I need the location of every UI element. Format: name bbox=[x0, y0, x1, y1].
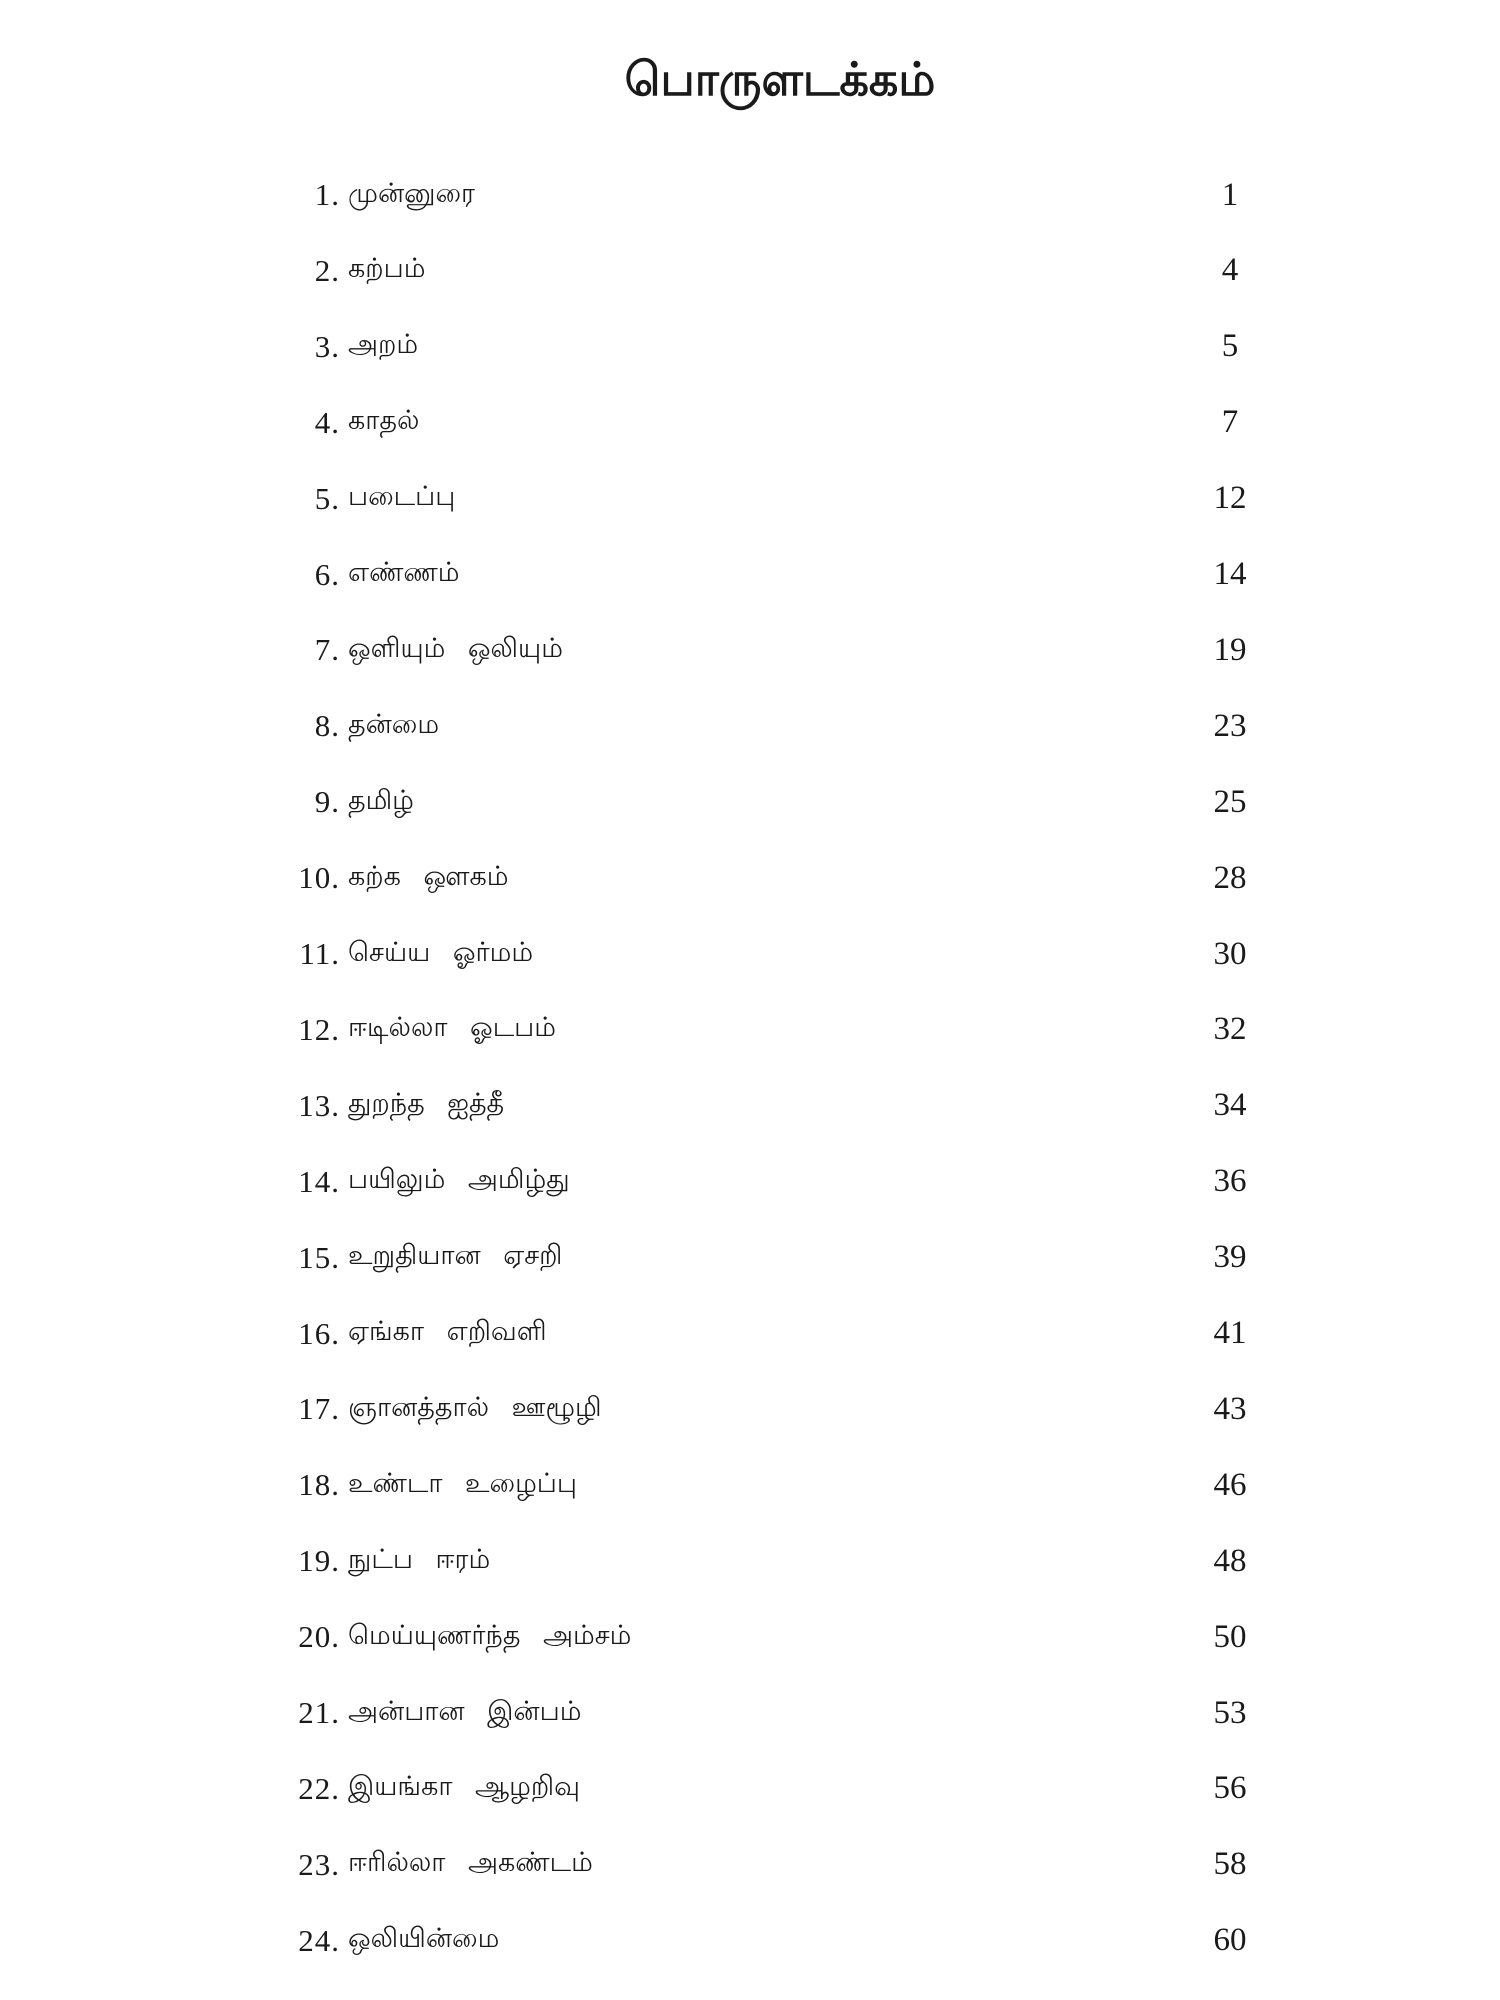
entry-title: கற்க ஔகம் bbox=[348, 860, 509, 892]
toc-entry bbox=[0, 924, 1500, 984]
entry-page-number: 41 bbox=[1213, 1315, 1247, 1351]
entry-number: 6. bbox=[314, 556, 340, 592]
toc-entry bbox=[0, 848, 1500, 908]
entry-title: உண்டா உழைப்பு bbox=[348, 1467, 577, 1499]
toc-entry bbox=[0, 545, 1500, 605]
entry-title: காதல் bbox=[348, 405, 420, 437]
entry-number: 22. bbox=[298, 1770, 340, 1806]
entry-page-number: 12 bbox=[1213, 480, 1247, 517]
entry-title: மெய்யுணர்ந்த அம்சம் bbox=[348, 1619, 632, 1651]
toc-entry bbox=[0, 1379, 1500, 1439]
entry-title: ஏங்கா எறிவளி bbox=[348, 1316, 547, 1347]
toc-entry bbox=[0, 165, 1500, 225]
entry-page-number: 1 bbox=[1221, 176, 1239, 213]
entry-title: செய்ய ஓர்மம் bbox=[348, 936, 534, 968]
entry-number: 5. bbox=[314, 480, 340, 516]
toc-entry bbox=[0, 772, 1500, 832]
entry-number: 4. bbox=[314, 404, 340, 440]
entry-page-number: 48 bbox=[1213, 1542, 1247, 1579]
entry-title: நுட்ப ஈரம் bbox=[348, 1543, 491, 1575]
toc-entry bbox=[0, 1759, 1500, 1819]
toc-entry bbox=[0, 1835, 1500, 1895]
entry-number: 13. bbox=[298, 1087, 340, 1123]
entry-title: அறம் bbox=[348, 329, 419, 361]
toc-entry bbox=[0, 1683, 1500, 1743]
entry-number: 15. bbox=[298, 1239, 340, 1275]
entry-number: 17. bbox=[298, 1391, 340, 1427]
entry-page-number: 14 bbox=[1213, 556, 1247, 592]
entry-page-number: 30 bbox=[1213, 935, 1247, 972]
toc-entry bbox=[0, 1455, 1500, 1515]
entry-page-number: 39 bbox=[1213, 1239, 1247, 1276]
toc-entry bbox=[0, 393, 1500, 453]
entry-page-number: 4 bbox=[1221, 252, 1239, 289]
toc-entry bbox=[0, 1911, 1500, 1971]
entry-number: 9. bbox=[314, 784, 340, 820]
entry-number: 2. bbox=[314, 252, 340, 288]
entry-title: துறந்த ஐத்தீ bbox=[348, 1088, 505, 1120]
entry-page-number: 19 bbox=[1213, 631, 1247, 668]
entry-title: ஒலியின்மை bbox=[348, 1923, 500, 1955]
entry-number: 8. bbox=[314, 708, 340, 744]
entry-number: 11. bbox=[299, 936, 340, 971]
entry-title: ஞானத்தால் ஊழூழி bbox=[348, 1391, 602, 1423]
entry-number: 18. bbox=[298, 1467, 340, 1503]
entry-number: 20. bbox=[298, 1619, 340, 1655]
toc-entry bbox=[0, 241, 1500, 301]
toc-entry bbox=[0, 469, 1500, 529]
toc-entry bbox=[0, 1607, 1500, 1667]
entry-number: 3. bbox=[314, 328, 340, 364]
toc-entry bbox=[0, 317, 1500, 377]
entry-number: 12. bbox=[298, 1011, 340, 1047]
entry-title: படைப்பு bbox=[348, 481, 456, 513]
entry-number: 24. bbox=[298, 1922, 340, 1958]
entry-page-number: 43 bbox=[1213, 1390, 1247, 1427]
entry-number: 1. bbox=[314, 177, 340, 212]
toc-entry bbox=[0, 696, 1500, 756]
toc-entry bbox=[0, 1531, 1500, 1591]
entry-title: ஈரில்லா அகண்டம் bbox=[348, 1847, 593, 1879]
entry-page-number: 23 bbox=[1213, 707, 1247, 744]
entry-page-number: 46 bbox=[1213, 1466, 1247, 1503]
entry-title: அன்பான இன்பம் bbox=[348, 1695, 582, 1727]
entry-title: உறுதியான ஏசறி bbox=[348, 1240, 563, 1272]
entry-page-number: 60 bbox=[1213, 1922, 1247, 1959]
entry-page-number: 32 bbox=[1213, 1011, 1247, 1048]
entry-title: ஒளியும் ஒலியும் bbox=[348, 632, 563, 664]
toc-entry bbox=[0, 1076, 1500, 1136]
entry-number: 7. bbox=[314, 632, 340, 668]
entry-title: கற்பம் bbox=[348, 253, 426, 285]
entry-number: 23. bbox=[298, 1846, 340, 1882]
toc-entry bbox=[0, 1000, 1500, 1060]
entry-page-number: 58 bbox=[1213, 1846, 1247, 1883]
entry-page-number: 5 bbox=[1221, 328, 1239, 365]
toc-entry bbox=[0, 1304, 1500, 1364]
entry-page-number: 7 bbox=[1221, 404, 1239, 441]
page-title: பொருளடக்கம் bbox=[624, 52, 936, 106]
entry-title: முன்னுரை bbox=[348, 177, 475, 209]
entry-title: ஈடில்லா ஓடபம் bbox=[348, 1012, 556, 1044]
entry-page-number: 36 bbox=[1213, 1163, 1247, 1200]
entry-title: இயங்கா ஆழறிவு bbox=[348, 1771, 580, 1803]
entry-number: 19. bbox=[298, 1543, 340, 1579]
entry-page-number: 50 bbox=[1213, 1618, 1247, 1655]
entry-title: தன்மை bbox=[348, 708, 440, 740]
toc-entry bbox=[0, 620, 1500, 680]
entry-title: எண்ணம் bbox=[348, 557, 460, 588]
entry-number: 21. bbox=[298, 1695, 340, 1730]
entry-page-number: 53 bbox=[1213, 1694, 1247, 1731]
entry-number: 10. bbox=[298, 860, 340, 896]
entry-page-number: 34 bbox=[1213, 1087, 1247, 1124]
entry-title: பயிலும் அமிழ்து bbox=[348, 1164, 570, 1196]
toc-entry bbox=[0, 1152, 1500, 1212]
entry-page-number: 28 bbox=[1213, 859, 1247, 896]
entry-page-number: 56 bbox=[1213, 1770, 1247, 1807]
toc-entry bbox=[0, 1228, 1500, 1288]
entry-title: தமிழ் bbox=[348, 784, 414, 816]
entry-page-number: 25 bbox=[1213, 783, 1247, 820]
entry-number: 14. bbox=[298, 1163, 340, 1199]
entry-number: 16. bbox=[298, 1315, 340, 1351]
